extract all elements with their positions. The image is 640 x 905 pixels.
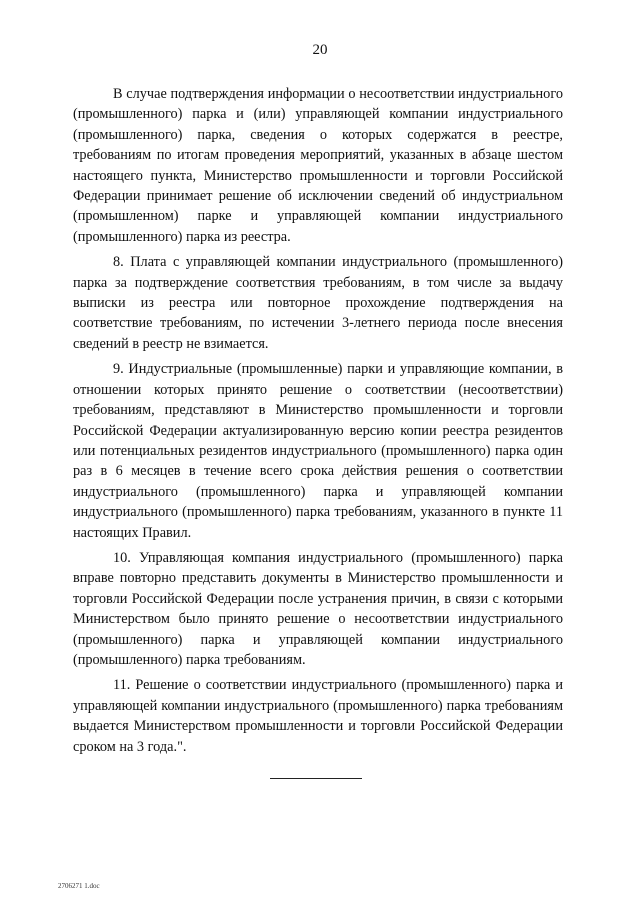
footer-file-code: 2706271 1.doc [58, 882, 100, 890]
paragraph-10-resubmission: 10. Управляющая компания индустриального (промышленного) парка вправе повторно представить документы в Министерство промышленности и торговли Российской Федерации после устранения причин, в связи с которыми Министерством было принято решение о несоответствии индустриального (промышленного) парка и управляющей компании индустриального (промышленного) парка требованиям. [73, 549, 563, 668]
paragraph-exclusion-decision: В случае подтверждения информации о несоответствии индустриального (промышленного) парка и (или) управляющей компании индустриального (промышленного) парка, сведения о которых содержатся в реестре, требованиям по итогам проведения мероприятий, указанных в абзаце шестом настоящего пункта, Министерство промышленности и торговли Российской Федерации принимает решение об исключении сведений об индустриальном (промышленном) парке и управляющей компании индустриального (промышленного) парка из реестра. [73, 86, 563, 245]
document-body [73, 84, 563, 762]
paragraph-11-decision-term: 11. Решение о соответствии индустриального (промышленного) парка и управляющей компании индустриального (промышленного) парка требованиям выдается Министерством промышленности и торговли Российской Федерации сроком на 3 года.". [73, 677, 563, 755]
paragraph-9-registry-update: 9. Индустриальные (промышленные) парки и управляющие компании, в отношении которых принято решение о соответствии (несоответствии) требованиям, представляют в Министерство промышленности и торговли Российской Федерации актуализированную версию копии реестра резидентов или потенциальных резидентов индустриального (промышленного) парка один раз в 6 месяцев в течение всего срока действия решения о соответствии индустриального (промышленного) парка и управляющей компании индустриального (промышленного) парка требованиям, указанного в пункте 11 настоящих Правил. [73, 361, 563, 541]
end-separator-line [270, 778, 362, 779]
paragraph-8-fee: 8. Плата с управляющей компании индустриального (промышленного) парка за подтверждение соответствия требованиям, в том числе за выдачу выписки из реестра или повторное прохождение подтверждения на соответствие требованиям, по истечении 3-летнего периода после внесения сведений в реестр не взимается. [73, 254, 563, 352]
page-number: 20 [312, 42, 328, 58]
